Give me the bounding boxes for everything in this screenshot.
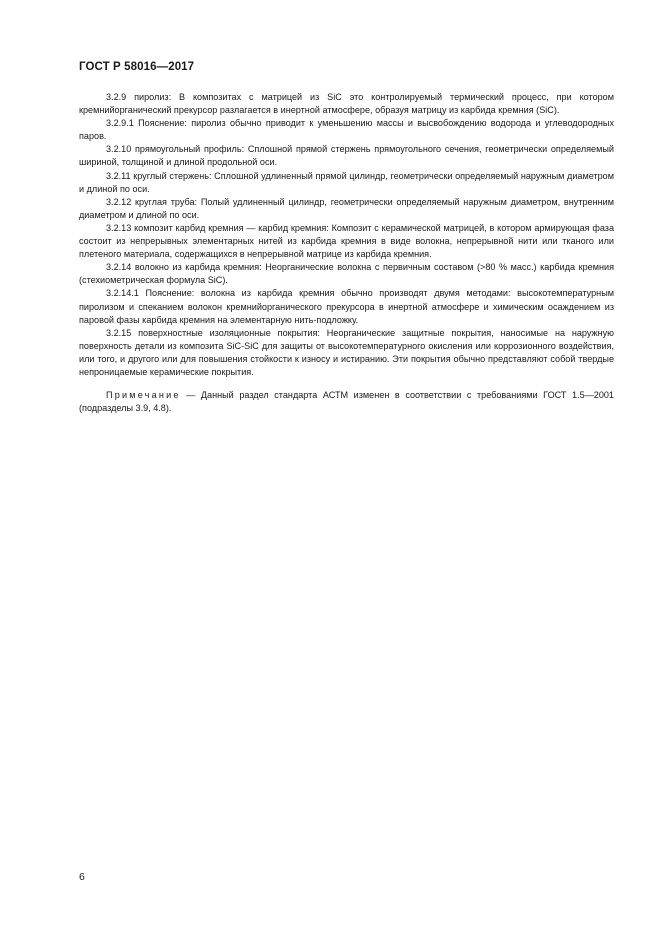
page-header-standard-title: ГОСТ Р 58016—2017 — [79, 61, 195, 73]
note-paragraph — [79, 389, 614, 415]
paragraph-3-2-12: 3.2.12 круглая труба: Полый удлиненный цилиндр, геометрически определяемый наружным диаметром, внутренним диаметром и длиной по оси. — [79, 196, 614, 220]
document-body — [79, 91, 614, 415]
paragraph-3-2-10: 3.2.10 прямоугольный профиль: Сплошной прямой стержень прямоугольного сечения, геометрически определяемый шириной, толщиной и длиной продольной оси. — [79, 144, 614, 168]
paragraph-3-2-11: 3.2.11 круглый стержень: Сплошной удлиненный прямой цилиндр, геометрически определяемый наружным диаметром и длиной по оси. — [79, 170, 614, 194]
page-number: 6 — [79, 871, 85, 883]
paragraph-3-2-14: 3.2.14 волокно из карбида кремния: Неорганические волокна с первичным составом (>80 % масс.) карбида кремния (стехиометрическая формула SiC). — [79, 262, 614, 286]
paragraph-3-2-13: 3.2.13 композит карбид кремния — карбид кремния: Композит с керамической матрицей, в котором армирующая фаза состоит из непрерывных элементарных нитей из карбида кремния в виде волокна, непрерывной нити или тканого или плетеного материала, содержащихся в непрерывной матрице из карбида кремния. — [79, 222, 614, 260]
note-text: — Данный раздел стандарта АСТМ изменен в соответствии с требованиями ГОСТ 1.5—2001 (подразделы 3.9, 4.8). — [79, 390, 614, 414]
paragraph-3-2-14-1: 3.2.14.1 Пояснение: волокна из карбида кремния обычно производят двумя методами: высокотемпературным пиролизом и спеканием волокон кремнийорганического прекурсора в инертной атмосфере и химическим осаждением из паровой фазы карбида кремния на элементарную нить-подложку. — [79, 288, 614, 325]
paragraph-3-2-9-1: 3.2.9.1 Пояснение: пиролиз обычно приводит к уменьшению массы и высвобождению водорода и углеводородных паров. — [79, 118, 614, 142]
paragraph-3-2-9: 3.2.9 пиролиз: В композитах с матрицей из SiC это контролируемый термический процесс, при котором кремнийорганический прекурсор разлагается в инертной атмосфере, образуя матрицу из карбида кремния (SiC). — [79, 92, 614, 116]
paragraph-3-2-15: 3.2.15 поверхностные изоляционные покрытия: Неорганические защитные покрытия, наносимые на наружную поверхность детали из композита SiC-SiC для защиты от высокотемпературного окисления или коррозионного воздействия, или того, и другого или для повышения стойкости к износу и истиранию. Эти покрытия обычно представляют собой твердые непроницаемые керамические покрытия. — [79, 327, 614, 377]
note-label: Примечание — [106, 390, 181, 401]
